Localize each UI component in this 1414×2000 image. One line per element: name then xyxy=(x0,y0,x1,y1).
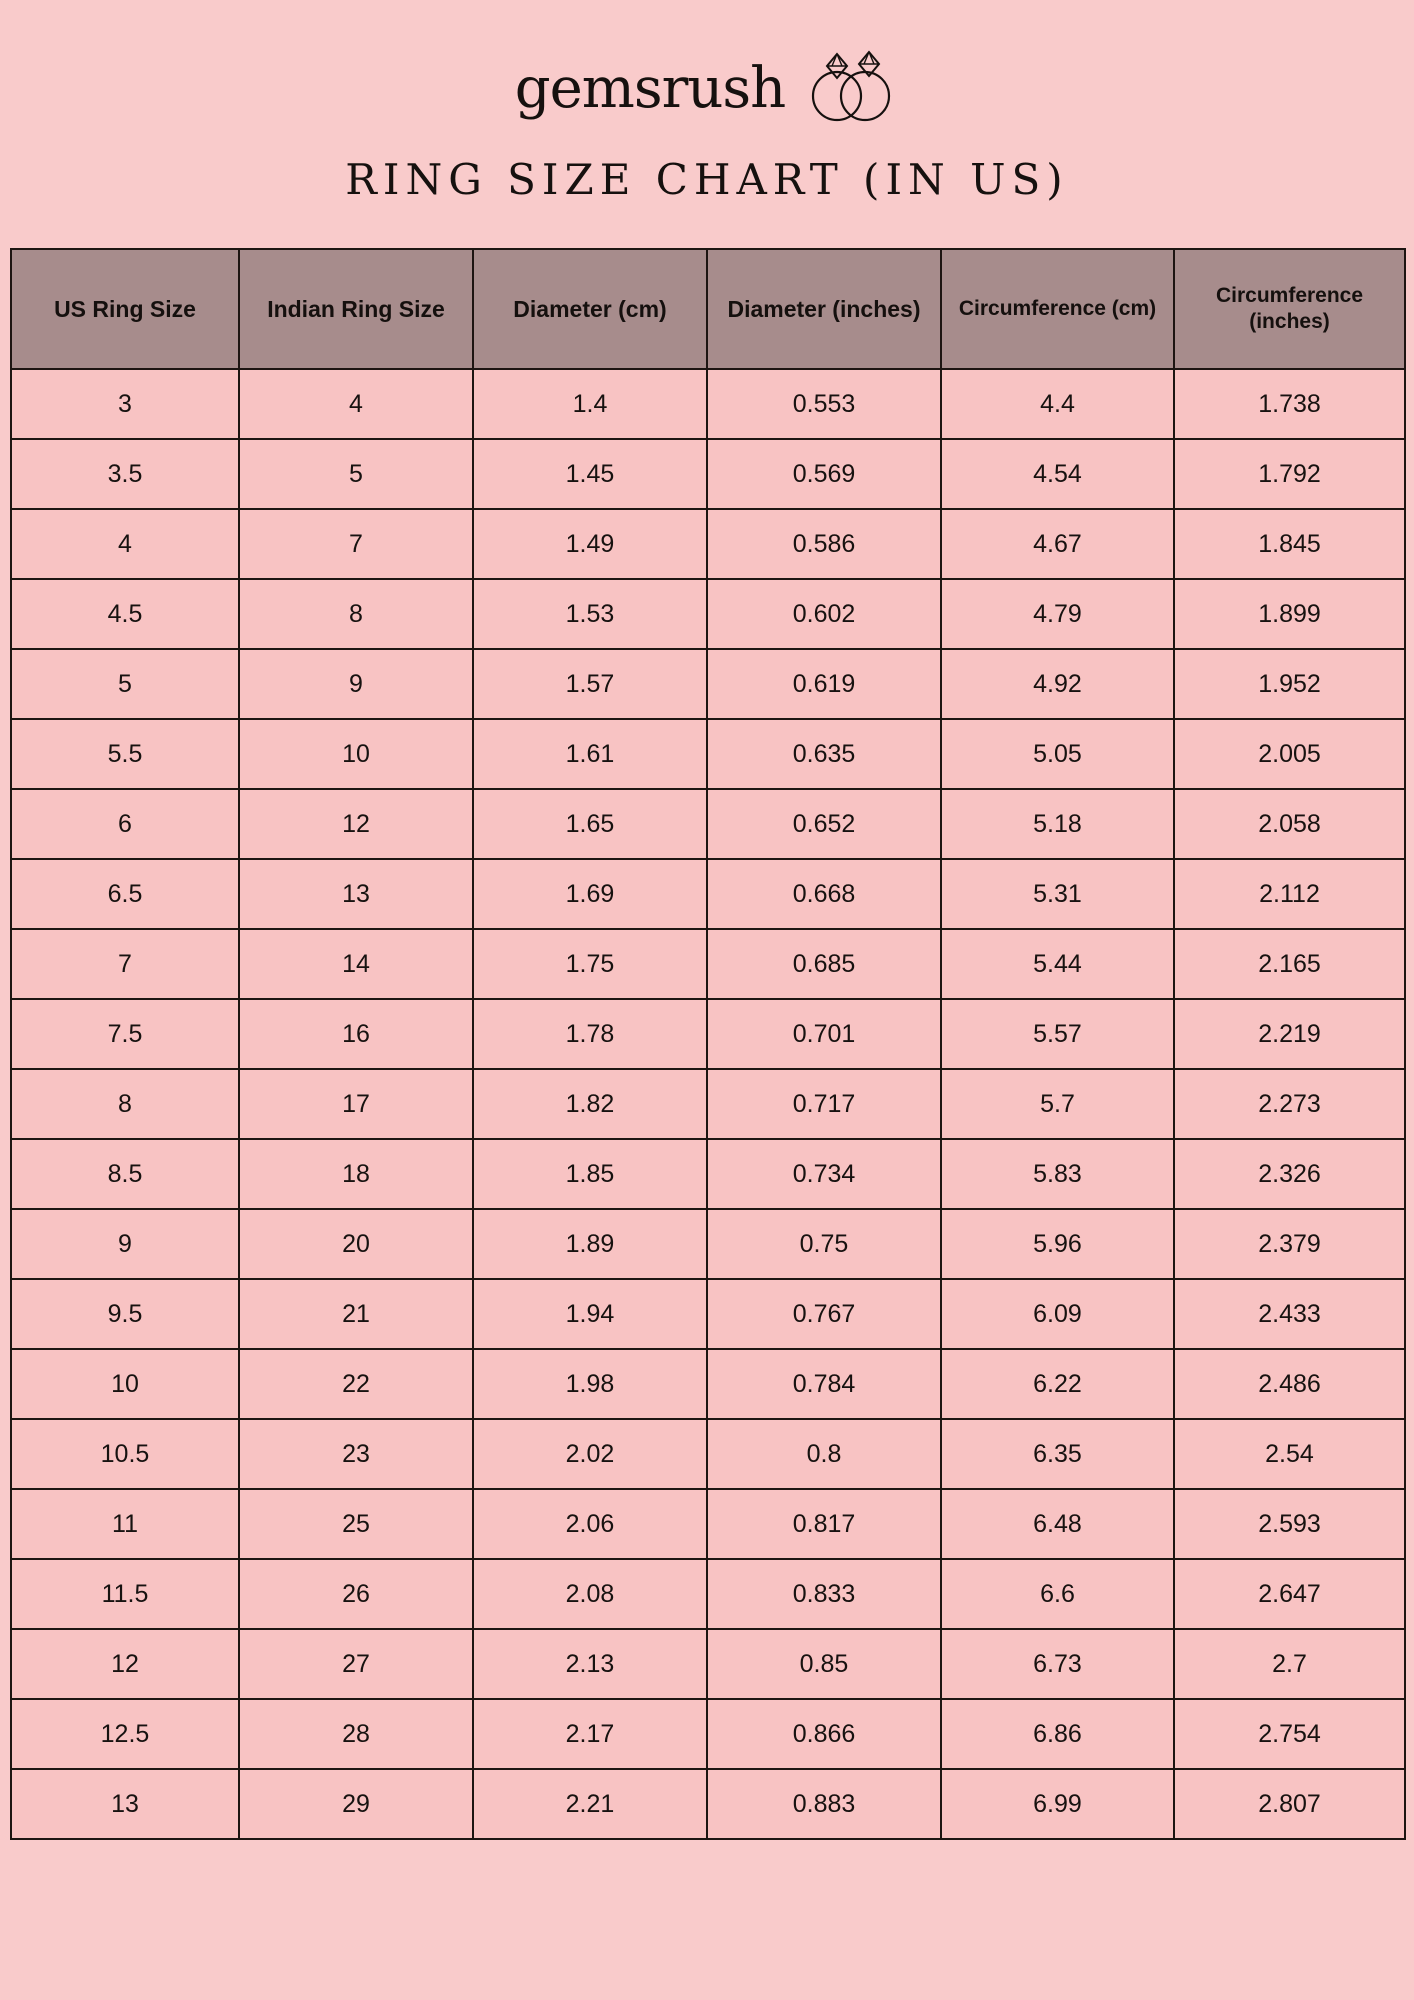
table-row xyxy=(11,1699,1405,1769)
cell-diameter-inches: 0.586 xyxy=(707,509,941,579)
cell-diameter-cm: 1.82 xyxy=(473,1069,707,1139)
cell-diameter-inches: 0.767 xyxy=(707,1279,941,1349)
cell-diameter-cm: 1.61 xyxy=(473,719,707,789)
cell-indian-size: 21 xyxy=(239,1279,473,1349)
cell-diameter-inches: 0.569 xyxy=(707,439,941,509)
cell-circumference-inches: 2.379 xyxy=(1174,1209,1405,1279)
column-header-circumference-inches: Circumference (inches) xyxy=(1174,249,1405,369)
cell-circumference-cm: 6.35 xyxy=(941,1419,1174,1489)
cell-circumference-inches: 2.165 xyxy=(1174,929,1405,999)
cell-us-size: 3.5 xyxy=(11,439,239,509)
cell-circumference-cm: 6.22 xyxy=(941,1349,1174,1419)
cell-circumference-cm: 4.79 xyxy=(941,579,1174,649)
cell-circumference-cm: 5.44 xyxy=(941,929,1174,999)
table-row xyxy=(11,1769,1405,1839)
table-row xyxy=(11,579,1405,649)
table-row xyxy=(11,1349,1405,1419)
cell-indian-size: 28 xyxy=(239,1699,473,1769)
cell-diameter-cm: 2.21 xyxy=(473,1769,707,1839)
cell-diameter-cm: 1.78 xyxy=(473,999,707,1069)
cell-us-size: 10.5 xyxy=(11,1419,239,1489)
cell-diameter-inches: 0.734 xyxy=(707,1139,941,1209)
cell-circumference-cm: 5.96 xyxy=(941,1209,1174,1279)
cell-circumference-cm: 5.7 xyxy=(941,1069,1174,1139)
table-row xyxy=(11,369,1405,439)
cell-circumference-cm: 5.05 xyxy=(941,719,1174,789)
cell-indian-size: 9 xyxy=(239,649,473,719)
table-header-row xyxy=(11,249,1405,369)
column-header-indian-ring-size: Indian Ring Size xyxy=(239,249,473,369)
column-header-us-ring-size: US Ring Size xyxy=(11,249,239,369)
cell-circumference-inches: 2.7 xyxy=(1174,1629,1405,1699)
cell-diameter-inches: 0.8 xyxy=(707,1419,941,1489)
cell-indian-size: 25 xyxy=(239,1489,473,1559)
cell-us-size: 5.5 xyxy=(11,719,239,789)
cell-diameter-inches: 0.635 xyxy=(707,719,941,789)
brand-name: gemsrush xyxy=(514,55,786,121)
cell-circumference-inches: 1.738 xyxy=(1174,369,1405,439)
cell-indian-size: 8 xyxy=(239,579,473,649)
cell-circumference-inches: 1.792 xyxy=(1174,439,1405,509)
table-row xyxy=(11,649,1405,719)
cell-circumference-cm: 6.6 xyxy=(941,1559,1174,1629)
cell-us-size: 8 xyxy=(11,1069,239,1139)
cell-circumference-inches: 1.952 xyxy=(1174,649,1405,719)
cell-diameter-inches: 0.701 xyxy=(707,999,941,1069)
cell-us-size: 12 xyxy=(11,1629,239,1699)
brand-header xyxy=(0,0,1414,129)
cell-diameter-inches: 0.652 xyxy=(707,789,941,859)
table-row xyxy=(11,1279,1405,1349)
cell-diameter-inches: 0.817 xyxy=(707,1489,941,1559)
cell-circumference-cm: 5.57 xyxy=(941,999,1174,1069)
column-header-circumference-cm: Circumference (cm) xyxy=(941,249,1174,369)
cell-us-size: 4.5 xyxy=(11,579,239,649)
cell-circumference-inches: 2.326 xyxy=(1174,1139,1405,1209)
cell-circumference-cm: 4.67 xyxy=(941,509,1174,579)
table-row xyxy=(11,859,1405,929)
cell-diameter-inches: 0.833 xyxy=(707,1559,941,1629)
cell-circumference-inches: 2.273 xyxy=(1174,1069,1405,1139)
cell-us-size: 3 xyxy=(11,369,239,439)
table-row xyxy=(11,1139,1405,1209)
cell-diameter-cm: 2.06 xyxy=(473,1489,707,1559)
cell-circumference-cm: 4.54 xyxy=(941,439,1174,509)
cell-circumference-cm: 6.73 xyxy=(941,1629,1174,1699)
cell-us-size: 11.5 xyxy=(11,1559,239,1629)
cell-diameter-cm: 1.89 xyxy=(473,1209,707,1279)
table-row xyxy=(11,789,1405,859)
column-header-diameter-inches: Diameter (inches) xyxy=(707,249,941,369)
cell-circumference-inches: 2.754 xyxy=(1174,1699,1405,1769)
cell-circumference-cm: 6.48 xyxy=(941,1489,1174,1559)
table-row xyxy=(11,1419,1405,1489)
cell-diameter-cm: 1.57 xyxy=(473,649,707,719)
table-row xyxy=(11,509,1405,579)
ring-size-table xyxy=(10,248,1406,1840)
cell-circumference-inches: 2.058 xyxy=(1174,789,1405,859)
cell-us-size: 13 xyxy=(11,1769,239,1839)
cell-diameter-inches: 0.685 xyxy=(707,929,941,999)
cell-indian-size: 18 xyxy=(239,1139,473,1209)
cell-diameter-cm: 1.65 xyxy=(473,789,707,859)
cell-us-size: 12.5 xyxy=(11,1699,239,1769)
table-row xyxy=(11,439,1405,509)
double-ring-icon xyxy=(803,48,899,129)
cell-indian-size: 26 xyxy=(239,1559,473,1629)
cell-circumference-cm: 5.18 xyxy=(941,789,1174,859)
table-row xyxy=(11,929,1405,999)
cell-diameter-cm: 2.17 xyxy=(473,1699,707,1769)
column-header-diameter-cm: Diameter (cm) xyxy=(473,249,707,369)
page-title: RING SIZE CHART (IN US) xyxy=(345,155,1069,204)
cell-indian-size: 4 xyxy=(239,369,473,439)
cell-diameter-cm: 1.4 xyxy=(473,369,707,439)
cell-diameter-inches: 0.717 xyxy=(707,1069,941,1139)
cell-circumference-cm: 5.83 xyxy=(941,1139,1174,1209)
cell-diameter-inches: 0.668 xyxy=(707,859,941,929)
cell-us-size: 7 xyxy=(11,929,239,999)
cell-diameter-inches: 0.866 xyxy=(707,1699,941,1769)
cell-diameter-inches: 0.883 xyxy=(707,1769,941,1839)
cell-circumference-cm: 6.99 xyxy=(941,1769,1174,1839)
cell-us-size: 9 xyxy=(11,1209,239,1279)
cell-diameter-cm: 1.75 xyxy=(473,929,707,999)
table-row xyxy=(11,719,1405,789)
cell-us-size: 7.5 xyxy=(11,999,239,1069)
cell-circumference-inches: 2.112 xyxy=(1174,859,1405,929)
cell-us-size: 5 xyxy=(11,649,239,719)
table-row xyxy=(11,1559,1405,1629)
cell-diameter-cm: 1.94 xyxy=(473,1279,707,1349)
cell-circumference-inches: 2.219 xyxy=(1174,999,1405,1069)
cell-diameter-inches: 0.85 xyxy=(707,1629,941,1699)
cell-diameter-inches: 0.784 xyxy=(707,1349,941,1419)
cell-us-size: 10 xyxy=(11,1349,239,1419)
cell-indian-size: 20 xyxy=(239,1209,473,1279)
cell-circumference-inches: 2.593 xyxy=(1174,1489,1405,1559)
table-header xyxy=(11,249,1405,369)
cell-diameter-inches: 0.619 xyxy=(707,649,941,719)
cell-circumference-cm: 4.92 xyxy=(941,649,1174,719)
cell-circumference-inches: 1.899 xyxy=(1174,579,1405,649)
cell-circumference-inches: 2.807 xyxy=(1174,1769,1405,1839)
cell-indian-size: 12 xyxy=(239,789,473,859)
cell-indian-size: 14 xyxy=(239,929,473,999)
cell-us-size: 9.5 xyxy=(11,1279,239,1349)
cell-indian-size: 27 xyxy=(239,1629,473,1699)
cell-diameter-cm: 1.49 xyxy=(473,509,707,579)
table-row xyxy=(11,1629,1405,1699)
cell-diameter-cm: 2.13 xyxy=(473,1629,707,1699)
cell-diameter-cm: 2.08 xyxy=(473,1559,707,1629)
cell-diameter-cm: 1.85 xyxy=(473,1139,707,1209)
table-row xyxy=(11,1069,1405,1139)
cell-circumference-inches: 2.005 xyxy=(1174,719,1405,789)
table-row xyxy=(11,999,1405,1069)
cell-indian-size: 5 xyxy=(239,439,473,509)
cell-diameter-inches: 0.553 xyxy=(707,369,941,439)
cell-circumference-cm: 6.86 xyxy=(941,1699,1174,1769)
cell-circumference-inches: 1.845 xyxy=(1174,509,1405,579)
cell-diameter-cm: 2.02 xyxy=(473,1419,707,1489)
cell-diameter-cm: 1.69 xyxy=(473,859,707,929)
cell-circumference-inches: 2.647 xyxy=(1174,1559,1405,1629)
cell-circumference-inches: 2.54 xyxy=(1174,1419,1405,1489)
cell-us-size: 4 xyxy=(11,509,239,579)
table-body xyxy=(11,369,1405,1839)
cell-diameter-inches: 0.75 xyxy=(707,1209,941,1279)
cell-indian-size: 13 xyxy=(239,859,473,929)
ring-size-table-container xyxy=(10,248,1404,1840)
cell-us-size: 8.5 xyxy=(11,1139,239,1209)
cell-circumference-inches: 2.486 xyxy=(1174,1349,1405,1419)
cell-indian-size: 17 xyxy=(239,1069,473,1139)
cell-indian-size: 10 xyxy=(239,719,473,789)
cell-indian-size: 29 xyxy=(239,1769,473,1839)
cell-us-size: 11 xyxy=(11,1489,239,1559)
cell-indian-size: 16 xyxy=(239,999,473,1069)
cell-us-size: 6.5 xyxy=(11,859,239,929)
cell-diameter-cm: 1.98 xyxy=(473,1349,707,1419)
cell-circumference-inches: 2.433 xyxy=(1174,1279,1405,1349)
cell-indian-size: 23 xyxy=(239,1419,473,1489)
cell-indian-size: 22 xyxy=(239,1349,473,1419)
cell-diameter-cm: 1.45 xyxy=(473,439,707,509)
cell-us-size: 6 xyxy=(11,789,239,859)
cell-diameter-cm: 1.53 xyxy=(473,579,707,649)
table-row xyxy=(11,1489,1405,1559)
table-row xyxy=(11,1209,1405,1279)
cell-diameter-inches: 0.602 xyxy=(707,579,941,649)
cell-indian-size: 7 xyxy=(239,509,473,579)
cell-circumference-cm: 5.31 xyxy=(941,859,1174,929)
cell-circumference-cm: 4.4 xyxy=(941,369,1174,439)
cell-circumference-cm: 6.09 xyxy=(941,1279,1174,1349)
